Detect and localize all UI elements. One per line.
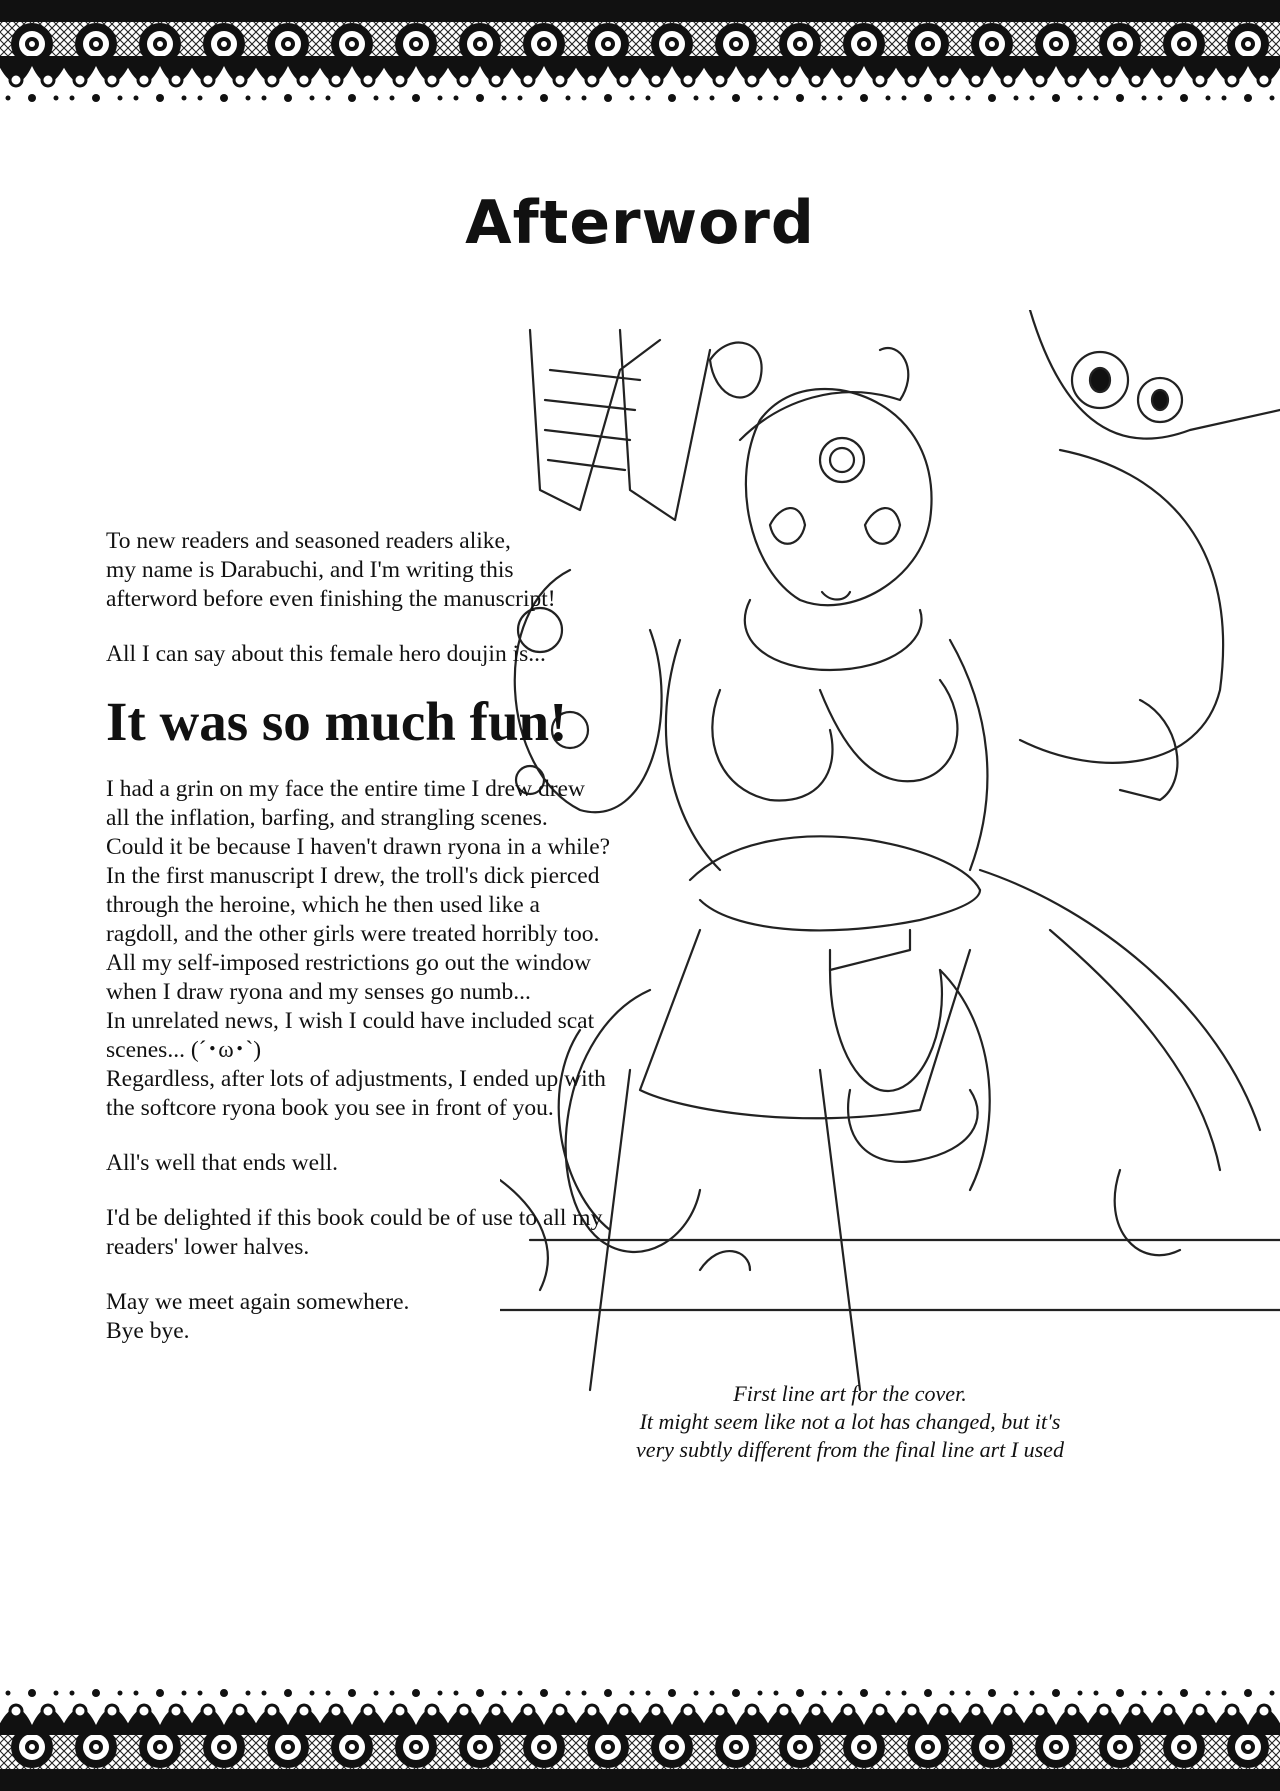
body-line: all the inflation, barfing, and strangling scenes.: [106, 805, 548, 831]
caption-line: First line art for the cover.: [733, 1381, 967, 1406]
afterword-text: [106, 527, 666, 1372]
closing-line: I'd be delighted if this book could be of use to all my: [106, 1205, 603, 1231]
body-line: Could it be because I haven't drawn ryona in a while?: [106, 834, 611, 860]
body-line: Regardless, after lots of adjustments, I ended up with: [106, 1066, 606, 1092]
body-line: In the first manuscript I drew, the troll's dick pierced: [106, 863, 600, 889]
body-line: the softcore ryona book you see in front of you.: [106, 1095, 554, 1121]
body-paragraph: [106, 775, 666, 1123]
lace-border-top: [0, 0, 1280, 126]
lead-in-paragraph: [106, 640, 666, 669]
sign-off-line: Bye bye.: [106, 1318, 190, 1344]
body-line: All my self-imposed restrictions go out the window: [106, 950, 591, 976]
page-title: Afterword: [465, 188, 815, 258]
closing-line: readers' lower halves.: [106, 1234, 310, 1260]
lace-border-bottom: [0, 1665, 1280, 1791]
body-line: I had a grin on my face the entire time I drew drew: [106, 776, 585, 802]
intro-line: my name is Darabuchi, and I'm writing this: [106, 557, 514, 583]
illustration-caption: [600, 1380, 1100, 1464]
sign-off-paragraph: [106, 1288, 666, 1346]
caption-line: It might seem like not a lot has changed, but it's: [639, 1409, 1061, 1434]
closing-line: All's well that ends well.: [106, 1150, 339, 1176]
headline: It was so much fun!: [106, 691, 568, 752]
sign-off-line: May we meet again somewhere.: [106, 1289, 410, 1315]
body-line: scenes... (´･ω･`): [106, 1037, 262, 1063]
caption-line: very subtly different from the final line art I used: [636, 1437, 1064, 1462]
closing-paragraph: [106, 1149, 666, 1178]
body-line: In unrelated news, I wish I could have included scat: [106, 1008, 595, 1034]
intro-paragraph: [106, 527, 666, 614]
body-line: through the heroine, which he then used like a: [106, 892, 540, 918]
lead-in-line: All I can say about this female hero doujin is...: [106, 641, 546, 667]
body-line: ragdoll, and the other girls were treated horribly too.: [106, 921, 600, 947]
intro-line: To new readers and seasoned readers alike,: [106, 528, 511, 554]
body-line: when I draw ryona and my senses go numb...: [106, 979, 531, 1005]
closing-paragraph: [106, 1204, 666, 1262]
intro-line: afterword before even finishing the manuscript!: [106, 586, 556, 612]
